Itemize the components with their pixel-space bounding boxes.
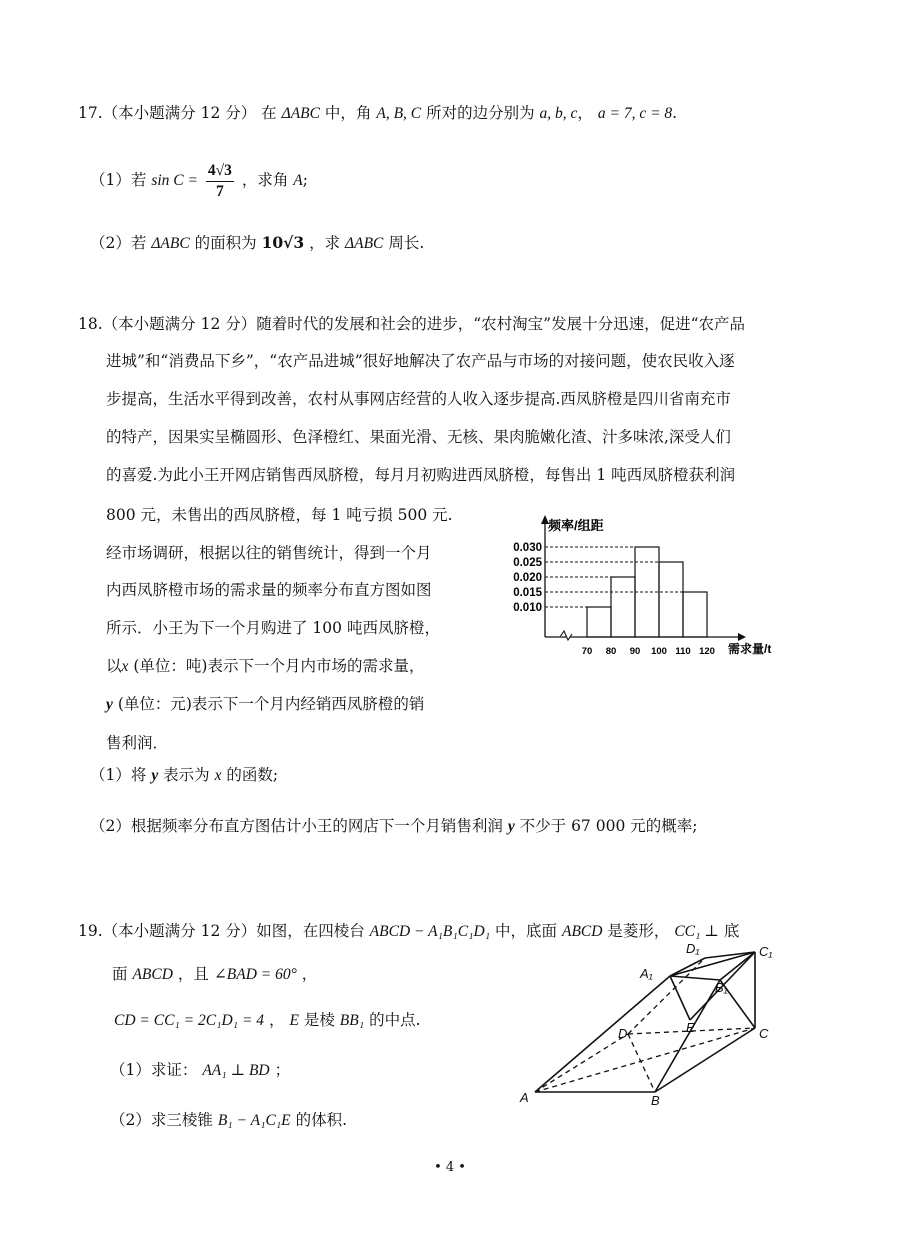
x-tick-label: 110 xyxy=(675,646,691,657)
q19-line2-end: ， xyxy=(301,965,318,983)
q19-p2-pre: （2）求三棱锥 xyxy=(110,1111,213,1129)
page-number: • 4 • xyxy=(434,1160,466,1175)
q17-text: 中，角 xyxy=(324,104,372,122)
q19-edge: BB₁ xyxy=(339,1012,365,1029)
q17-part1 xyxy=(90,158,308,202)
edge-A1B1 xyxy=(670,976,720,980)
q17-p1-sin: sin C = xyxy=(151,172,198,189)
q18-line11 xyxy=(106,694,424,715)
q18-line7: 经市场调研，根据以往的销售统计，得到一个月 xyxy=(106,544,432,562)
q17-p2-tri: ΔABC xyxy=(151,235,190,252)
q18-p2-end: 不少于 67 000 元的概率; xyxy=(519,817,698,835)
q19-line3-mid: ， xyxy=(268,1011,285,1029)
q19-base: ABCD xyxy=(561,923,603,940)
q17-triangle: ΔABC xyxy=(281,105,320,122)
q19-p2-expr: B₁ − A₁C₁E xyxy=(217,1112,291,1129)
x-tick-label: 90 xyxy=(629,646,641,657)
q18-line8: 内西凤脐橙市场的需求量的频率分布直方图如图 xyxy=(106,581,432,599)
label-E: E xyxy=(686,1020,695,1035)
x-tick-label: 100 xyxy=(651,646,667,657)
q18-line10 xyxy=(106,656,424,677)
q19-line1-mid2: 是菱形， xyxy=(607,922,670,940)
q18-part1 xyxy=(90,765,278,786)
q18-line5: 的喜爱.为此小王开网店销售西凤脐橙，每月月初购进西凤脐橙，每售出 1 吨西凤脐橙获利润 xyxy=(106,466,736,484)
q17-p1-suffix: ，求角 xyxy=(241,171,289,189)
q18-p1-pre: （1）将 xyxy=(90,766,147,784)
q19-p2-end: 的体积. xyxy=(295,1111,348,1129)
q17-p1-prefix: （1）若 xyxy=(90,171,147,189)
q18-line9: 所示．小王为下一个月购进了 100 吨西凤脐橙， xyxy=(106,619,440,637)
edge-AD xyxy=(535,1034,628,1092)
q18-line11-text: (单位：元)表示下一个月内经销西凤脐橙的销 xyxy=(117,695,425,713)
q17-part2 xyxy=(90,233,424,254)
edge-A1C1 xyxy=(670,952,755,976)
y-tick-label: 0.010 xyxy=(513,602,542,614)
y-tick-label: 0.030 xyxy=(513,542,542,554)
q19-p1-end: ； xyxy=(274,1061,291,1079)
q17-p2-mid: 的面积为 xyxy=(194,234,257,252)
q19-E: E xyxy=(289,1012,299,1029)
q18-line4: 的特产，因果实呈椭圆形、色泽橙红、果面光滑、无核、果肉脆嫩化渣、汁多味浓,深受人们 xyxy=(106,428,731,446)
q19-line2-base: ABCD xyxy=(132,966,173,983)
q18-line3: 步提高，生活水平得到改善，农村从事网店经营的人收入逐步提高.西凤脐橙是四川省南充市 xyxy=(106,390,731,408)
q18-line10-pre: 以 xyxy=(106,657,122,675)
q18-var-x: x xyxy=(121,658,129,675)
q18-line12: 售利润． xyxy=(106,734,169,752)
edge-BB1 xyxy=(655,980,720,1092)
q17-p2-tri2: ΔABC xyxy=(345,235,384,252)
q17-fraction xyxy=(206,161,234,202)
q18-p1-y: y xyxy=(151,767,159,784)
x-axis-arrow xyxy=(738,633,746,641)
q17-line1: 17.（本小题满分 12 分） 在 ΔABC 中，角 A, B, C 所对的边分别为 a, b, c， a = 7, c = 8. xyxy=(78,104,678,122)
chart-xlabel: 需求量/t xyxy=(728,642,772,656)
y-tick-label: 0.015 xyxy=(513,587,542,599)
q18-p2-pre: （2）根据频率分布直方图估计小王的网店下一个月销售利润 xyxy=(90,817,503,835)
y-tick-label: 0.020 xyxy=(513,572,542,584)
label-C1: C₁ xyxy=(759,944,773,959)
q18-p2-y: y xyxy=(507,818,515,835)
label-A1: A₁ xyxy=(640,966,653,981)
fraction-denominator: 7 xyxy=(216,182,224,200)
q19-line1-end: 底 xyxy=(723,922,740,940)
label-B1: B₁ xyxy=(715,980,728,995)
q17-angles: A, B, C xyxy=(376,105,422,122)
q17-p1-end: ; xyxy=(302,171,308,189)
q19-line1-pre: 19.（本小题满分 12 分）如图，在四棱台 xyxy=(78,922,365,940)
q19-line3-end: 的中点. xyxy=(369,1011,421,1029)
histogram-bar xyxy=(683,592,707,637)
label-D: D xyxy=(618,1026,628,1041)
q18-line2: 进城”和“消费品下乡”，“农产品进城”很好地解决了农产品与市场的对接问题，使农民收入逐 xyxy=(106,352,735,370)
edge-DB xyxy=(628,1034,655,1092)
q19-angle: ∠BAD = 60° xyxy=(213,966,297,983)
q18-p1-mid: 表示为 xyxy=(163,766,210,784)
q19-part1 xyxy=(110,1060,290,1081)
frustum-figure xyxy=(510,940,800,1110)
fraction-numerator: 4√3 xyxy=(206,161,234,182)
q18-part2 xyxy=(90,816,697,837)
edge-AA1 xyxy=(535,976,670,1092)
x-tick-label: 70 xyxy=(581,646,593,657)
q17-head: 17.（本小题满分 12 分） 在 xyxy=(78,104,277,122)
q18-p1-end: 的函数; xyxy=(226,766,279,784)
q18-var-y: y xyxy=(106,696,113,713)
q17-sides: a, b, c xyxy=(539,105,578,122)
q19-part2 xyxy=(110,1110,347,1131)
q17-text2: 所对的边分别为 xyxy=(426,104,535,122)
axis-break xyxy=(560,631,572,640)
histogram-bar xyxy=(587,607,611,637)
label-B: B xyxy=(651,1093,660,1108)
q19-line2-mid: ，且 xyxy=(177,965,209,983)
q17-p2-prefix: （2）若 xyxy=(90,234,147,252)
histogram-bar xyxy=(611,577,635,637)
q19-line1-mid: 中，底面 xyxy=(495,922,558,940)
x-tick-label: 80 xyxy=(605,646,617,657)
label-C: C xyxy=(759,1026,769,1041)
q19-line3-mid2: 是棱 xyxy=(303,1011,335,1029)
q19-p1-expr: AA₁ ⊥ BD xyxy=(202,1062,270,1079)
histogram-chart xyxy=(500,512,800,662)
x-tick-label: 120 xyxy=(699,646,715,657)
q19-line3 xyxy=(114,1010,421,1031)
q19-line2-pre: 面 xyxy=(112,965,128,983)
q17-p2-mid2: ，求 xyxy=(309,234,341,252)
edge-AC xyxy=(535,1028,755,1092)
q18-line1: 18.（本小题满分 12 分）随着时代的发展和社会的进步，“农村淘宝”发展十分迅速，促进“农产品 xyxy=(78,315,746,333)
chart-ylabel: 频率/组距 xyxy=(548,518,604,533)
q17-condition: a = 7, c = 8 xyxy=(597,105,673,122)
q19-p1-pre: （1）求证： xyxy=(110,1061,198,1079)
q19-line2 xyxy=(112,964,317,985)
label-A: A xyxy=(520,1090,529,1105)
q19-line1 xyxy=(78,921,739,942)
label-D1: D₁ xyxy=(686,941,700,956)
q19-perp: CC₁ ⊥ xyxy=(674,923,719,940)
q18-line6: 800 元，未售出的西凤脐橙，每 1 吨亏损 500 元. xyxy=(106,506,453,524)
y-tick-label: 0.025 xyxy=(513,557,542,569)
q17-p2-end: 周长. xyxy=(388,234,425,252)
edge-BC xyxy=(655,1028,755,1092)
q19-equation: CD = CC₁ = 2C₁D₁ = 4 xyxy=(114,1012,265,1029)
q17-p2-area: 10√3 xyxy=(261,233,305,252)
q19-solid: ABCD − A₁B₁C₁D₁ xyxy=(369,923,491,940)
histogram-bar xyxy=(659,562,683,637)
q18-line10-text: (单位：吨)表示下一个月内市场的需求量， xyxy=(133,657,425,675)
q18-p1-x: x xyxy=(214,767,222,784)
q17-p1-A: A xyxy=(293,172,303,189)
